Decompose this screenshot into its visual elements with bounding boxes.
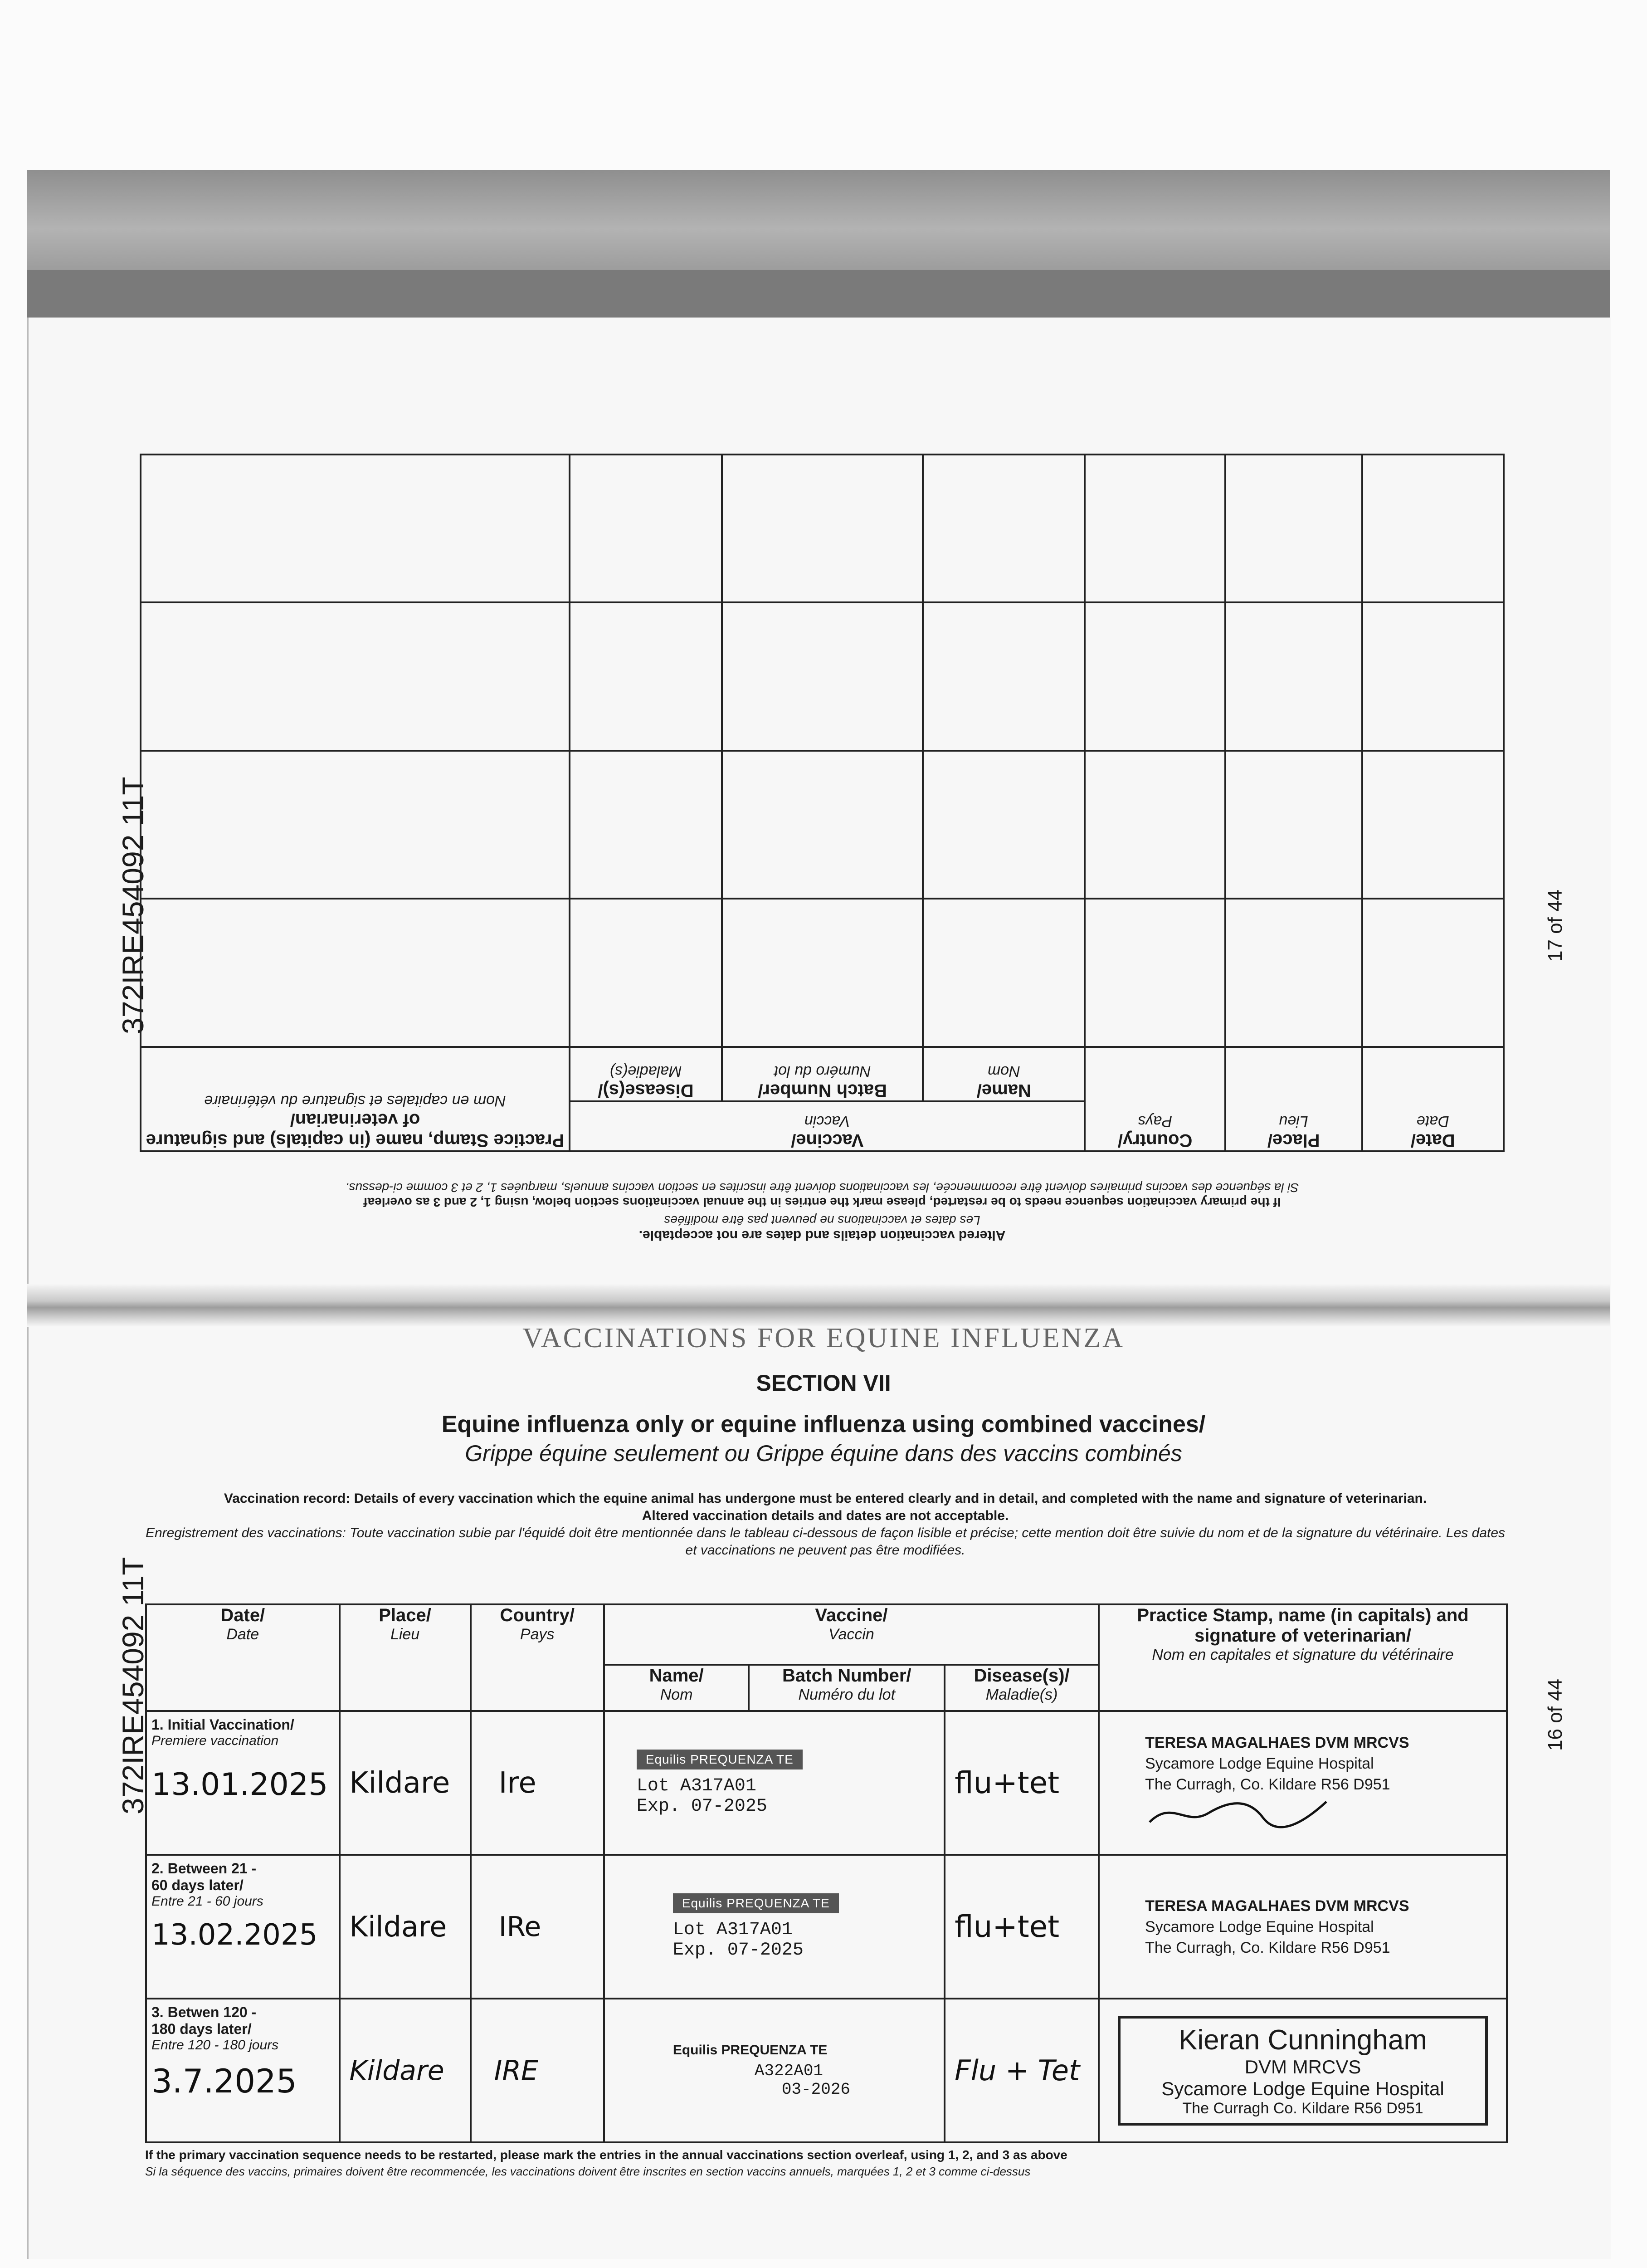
table-row	[141, 899, 1504, 1047]
header-disease: Disease(s)/ Maladie(s)	[945, 1665, 1099, 1711]
row3-label-fr: Entre 120 - 180 jours	[151, 2038, 279, 2053]
row1-label: 1. Initial Vaccination/	[151, 1716, 294, 1733]
row3-stamp-line4: The Curragh Co. Kildare R56 D951	[1182, 2099, 1423, 2117]
table-row	[141, 455, 1504, 603]
row3-exp: 03-2026	[781, 2080, 851, 2099]
row2-disease: flu+tet	[945, 1855, 1099, 1999]
header-stamp: Practice Stamp, name (in capitals) and signature of veterinarian/ Nom en capitales et signature du vétérinaire	[1099, 1604, 1507, 1711]
row2-stamp-line1: TERESA MAGALHAES DVM MRCVS	[1145, 1897, 1409, 1915]
row3-disease: Flu + Tet	[945, 1999, 1099, 2142]
row2-date: 13.02.2025	[151, 1918, 318, 1952]
scan-top-shadow	[27, 170, 1610, 277]
header-name: Name/ Nom	[604, 1665, 749, 1711]
row2-lot: Lot A317A01	[672, 1919, 793, 1940]
header-date: Date/ Date	[146, 1604, 340, 1711]
upper-header-batch: Batch Number/ Numéro du lot	[722, 1047, 923, 1101]
header-country: Country/ Pays	[471, 1604, 604, 1711]
row3-stamp-line1: Kieran Cunningham	[1179, 2024, 1428, 2056]
section-title: SECTION VII	[756, 1370, 891, 1396]
row2-stamp-line2: Sycamore Lodge Equine Hospital	[1145, 1918, 1374, 1936]
header-batch: Batch Number/ Numéro du lot	[749, 1665, 945, 1711]
lower-page-number: 16 of 44	[1544, 1678, 1566, 1751]
row2-country: IRe	[471, 1855, 604, 1999]
row1-label-fr: Premiere vaccination	[151, 1733, 279, 1749]
record-fr: Enregistrement des vaccinations: Toute vaccination subie par l'équidé doit être mentionnée dans le tableau ci-dessous de façon lisible et précise; cette mention doit être suivie du nom et de la signature du vétérinaire. Les dates et vaccinations ne peuvent pas être modifiées.	[145, 1525, 1506, 1558]
row2-vaccine	[604, 1855, 945, 1999]
row3-label: 3. Betwen 120 - 180 days later/	[151, 2004, 257, 2038]
record-altered: Altered vaccination details and dates are not acceptable.	[642, 1508, 1009, 1523]
row3-country: IRE	[471, 1999, 604, 2142]
row1-stamp-line2: Sycamore Lodge Equine Hospital	[1145, 1755, 1374, 1773]
row3-lot: A322A01	[754, 2061, 824, 2080]
row1-stamp-line1: TERESA MAGALHAES DVM MRCVS	[1145, 1734, 1409, 1752]
row2-label: 2. Between 21 - 60 days later/	[151, 1860, 257, 1894]
row3-place: Kildare	[340, 1999, 471, 2142]
row1-lot: Lot A317A01	[636, 1775, 756, 1796]
row3-stamp-line3: Sycamore Lodge Equine Hospital	[1161, 2077, 1444, 2099]
table-row	[146, 1855, 1507, 1999]
row3-date: 3.7.2025	[151, 2062, 297, 2101]
upper-notes	[140, 1180, 1505, 1243]
row1-exp: Exp. 07-2025	[636, 1796, 767, 1817]
row1-country: Ire	[471, 1711, 604, 1855]
table-row	[141, 603, 1504, 751]
row2-place: Kildare	[340, 1855, 471, 1999]
row3-stamp-box	[1118, 2016, 1488, 2126]
upper-header-disease: Disease(s)/ Maladie(s)	[570, 1047, 722, 1101]
row3-stamp-line2: DVM MRCVS	[1244, 2056, 1361, 2077]
upper-page-number: 17 of 44	[1544, 889, 1566, 962]
row3-vaccine	[604, 1999, 945, 2142]
row3-vaccine-label: Equilis PREQUENZA TE	[672, 2042, 828, 2058]
vaccination-record-text	[145, 1490, 1506, 1559]
upper-restart-en: If the primary vaccination sequence needs to be restarted, please mark the entries in the annual vaccinations section below, using 1, 2 and 3 as overleaf	[363, 1195, 1281, 1209]
section-banner: VACCINATIONS FOR EQUINE INFLUENZA	[522, 1323, 1125, 1354]
table-row	[146, 1999, 1507, 2142]
row1-stamp-line3: The Curragh, Co. Kildare R56 D951	[1145, 1776, 1390, 1794]
row1-place: Kildare	[340, 1711, 471, 1855]
row2-stamp	[1099, 1855, 1507, 1999]
upper-page	[140, 454, 1505, 1243]
table-row	[146, 1711, 1507, 1855]
lower-vaccination-table	[145, 1603, 1508, 2143]
upper-header-stamp: Practice Stamp, name (in capitals) and signature of veterinarian/ Nom en capitales et signature du vétérinaire	[141, 1047, 570, 1151]
record-en: Vaccination record: Details of every vaccination which the equine animal has undergone must be entered clearly and in detail, and completed with the name and signature of veterinarian.	[224, 1491, 1427, 1506]
lower-id-code: 372IRE454092 11T	[116, 1557, 150, 1814]
row3-stamp	[1099, 1999, 1507, 2142]
upper-header-date: Date/ Date	[1362, 1047, 1504, 1151]
row1-date-cell	[146, 1711, 340, 1855]
table-row	[141, 751, 1504, 899]
row2-date-cell	[146, 1855, 340, 1999]
row2-vaccine-label: Equilis PREQUENZA TE	[673, 1893, 839, 1913]
row1-stamp	[1099, 1711, 1507, 1855]
upper-note-en: Altered vaccination details and dates are not acceptable.	[638, 1228, 1006, 1243]
upper-note-fr: Les dates et vaccinations ne peuvent pas être modifiées	[664, 1213, 980, 1227]
row2-exp: Exp. 07-2025	[672, 1940, 804, 1960]
lower-title-fr: Grippe équine seulement ou Grippe équine dans des vaccins combinés	[465, 1441, 1182, 1466]
lower-title-en: Equine influenza only or equine influenza using combined vaccines/	[441, 1411, 1206, 1437]
row1-signature	[1145, 1795, 1335, 1831]
row1-vaccine-label: Equilis PREQUENZA TE	[637, 1750, 803, 1769]
row1-date: 13.01.2025	[151, 1767, 328, 1803]
upper-vaccination-table	[140, 454, 1505, 1152]
upper-header-name: Name/ Nom	[923, 1047, 1085, 1101]
upper-header-country: Country/ Pays	[1085, 1047, 1225, 1151]
lower-restart-en: If the primary vaccination sequence needs to be restarted, please mark the entries in the annual vaccinations section overleaf, using 1, 2, and 3 as above	[145, 2148, 1067, 2162]
row2-label-fr: Entre 21 - 60 jours	[151, 1894, 263, 1909]
row1-disease: flu+tet	[945, 1711, 1099, 1855]
upper-header-place: Place/ Lieu	[1225, 1047, 1362, 1151]
row3-date-cell	[146, 1999, 340, 2142]
upper-restart-fr: Si la séquence des vaccins primaires doivent être recommencée, les vaccinations doivent être inscrites en section vaccins annuels, marquées 1, 2 et 3 comme ci-dessus.	[345, 1181, 1299, 1195]
header-vaccine: Vaccine/ Vaccin	[604, 1604, 1099, 1665]
upper-id-code: 372IRE454092 11T	[116, 777, 150, 1034]
lower-restart-fr: Si la séquence des vaccins, primaires doivent être recommencée, les vaccinations doivent être inscrites en section vaccins annuels, marquées 1, 2 et 3 comme ci-dessus	[145, 2165, 1031, 2178]
row2-stamp-line3: The Curragh, Co. Kildare R56 D951	[1145, 1939, 1390, 1956]
header-place: Place/ Lieu	[340, 1604, 471, 1711]
row1-vaccine	[604, 1711, 945, 1855]
page-fold	[27, 1284, 1610, 1327]
upper-header-vaccine: Vaccine/ Vaccin	[570, 1101, 1085, 1151]
